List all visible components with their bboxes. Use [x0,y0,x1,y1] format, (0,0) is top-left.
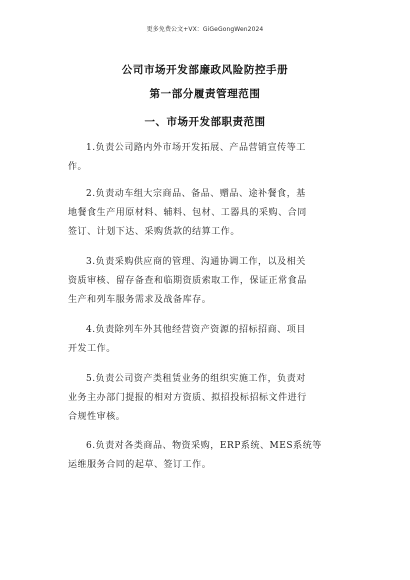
responsibility-item-2 [68,185,354,242]
header-watermark: 更多免费公文+VX：GiGeGongWen2024 [146,26,264,33]
item-line: 2.负责动车组大宗商品、备品、赠品、途补餐食，基 [86,189,306,199]
item-line: 3.负责采购供应商的管理、沟通协调工作，以及相关 [86,257,306,267]
item-line: 签订、计划下达、采购货款的结算工作。 [68,227,240,237]
responsibility-item-4 [68,321,354,359]
item-line: 5.负责公司资产类租赁业务的组织实施工作，负责对 [86,374,306,384]
item-line: 资质审核、留存备查和临期资质索取工作，保证正常食品 [68,276,307,286]
responsibility-item-5 [68,370,354,427]
responsibility-item-1 [68,139,354,177]
item-line: 业务主办部门提报的相对方资质、拟招投标招标文件进行 [68,393,307,403]
item-line: 运维服务合同的起草、签订工作。 [68,460,212,470]
item-line: 开发工作。 [68,344,116,354]
responsibility-item-3 [68,253,354,310]
item-line: 生产和列车服务需求及战备库存。 [68,295,212,305]
item-line: 合规性审核。 [68,412,126,422]
item-line: 4.负责除列车外其他经营资产资源的招标招商、项目 [86,325,306,335]
responsibility-item-6 [68,437,354,475]
item-line: 6.负责对各类商品、物资采购，ERP系统、MES系统等 [86,441,322,451]
section-heading: 一、市场开发部职责范围 [144,116,266,128]
document-subtitle: 第一部分履责管理范围 [149,88,261,100]
document-title: 公司市场开发部廉政风险防控手册 [121,64,289,76]
item-line: 地餐食生产用原材料、辅料、包材、工器具的采购、合同 [68,208,307,218]
item-line: 1.负责公司路内外市场开发拓展、产品营销宣传等工 [86,143,306,153]
item-line: 作。 [68,162,88,172]
